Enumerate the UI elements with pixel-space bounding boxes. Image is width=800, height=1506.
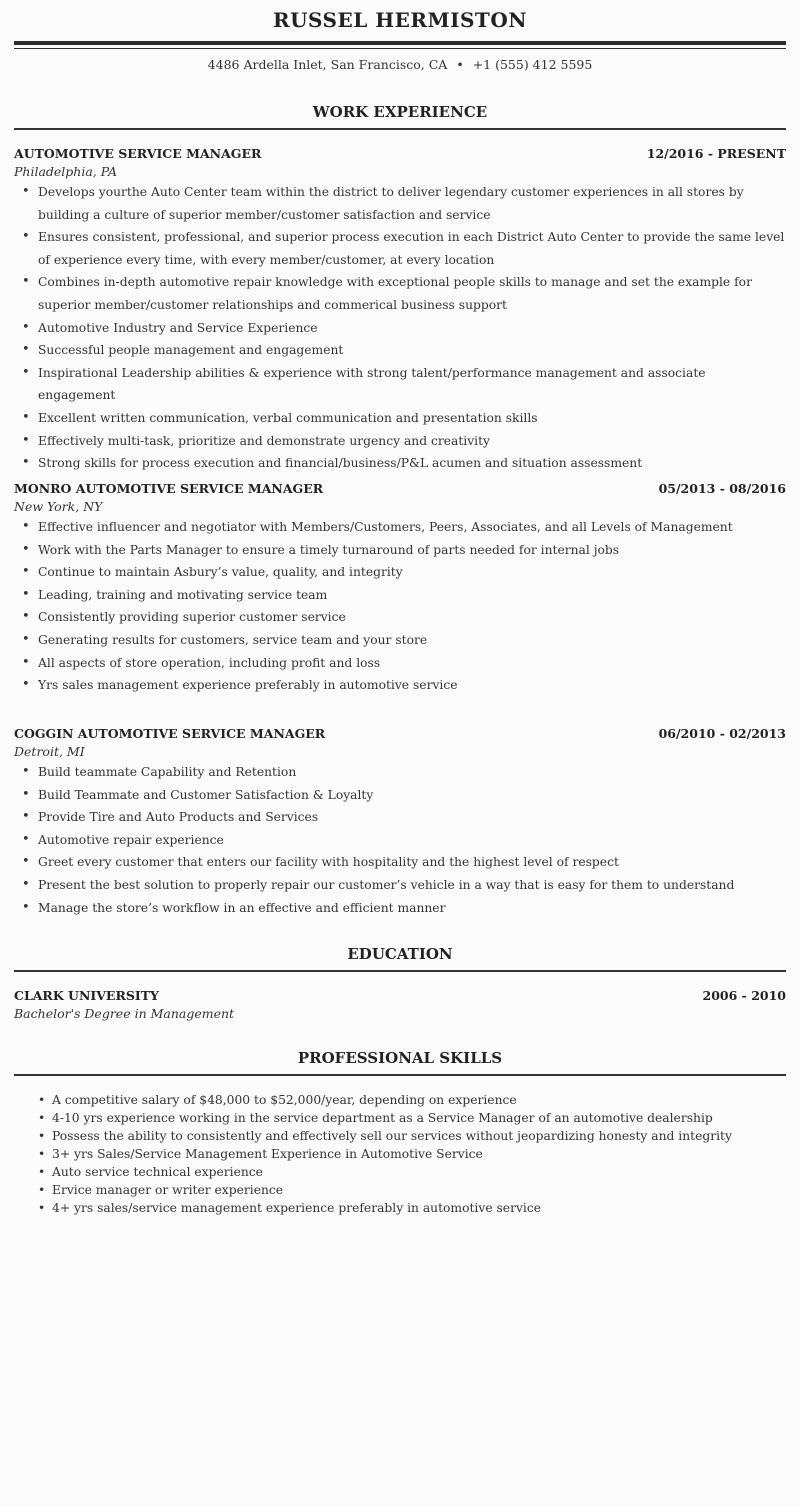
header-divider-thin xyxy=(14,48,786,49)
job-bullet: • Provide Tire and Auto Products and Services xyxy=(38,806,786,829)
skill-item: • 4+ yrs sales/service management experience preferably in automotive service xyxy=(52,1199,786,1217)
header-divider-thick xyxy=(14,41,786,45)
job-bullet: • Automotive Industry and Service Experience xyxy=(38,317,786,340)
job-title: MONRO AUTOMOTIVE SERVICE MANAGER xyxy=(14,481,324,496)
job-bullet: • Work with the Parts Manager to ensure a timely turnaround of parts needed for internal jobs xyxy=(38,539,786,562)
contact-address: 4486 Ardella Inlet, San Francisco, CA xyxy=(207,57,448,72)
job-dates: 06/2010 - 02/2013 xyxy=(658,726,786,741)
skill-item: • Auto service technical experience xyxy=(52,1163,786,1181)
job-entry-1 xyxy=(14,145,786,475)
skill-item: • Ervice manager or writer experience xyxy=(52,1181,786,1199)
job-dates: 12/2016 - PRESENT xyxy=(646,146,786,161)
job-bullet: • Excellent written communication, verbal communication and presentation skills xyxy=(38,407,786,430)
work-experience-heading: WORK EXPERIENCE xyxy=(312,103,488,121)
job-bullet: • Inspirational Leadership abilities & experience with strong talent/performance management and associate engagement xyxy=(38,362,786,407)
candidate-name: RUSSEL HERMISTON xyxy=(272,8,528,32)
job-bullet: • All aspects of store operation, including profit and loss xyxy=(38,652,786,675)
skill-item: • 3+ yrs Sales/Service Management Experience in Automotive Service xyxy=(52,1145,786,1163)
contact-separator: • xyxy=(456,57,464,72)
job-bullet: • Greet every customer that enters our facility with hospitality and the highest level of respect xyxy=(38,851,786,874)
job-bullet: • Continue to maintain Asbury’s value, quality, and integrity xyxy=(38,561,786,584)
school-name: CLARK UNIVERSITY xyxy=(14,988,159,1003)
job-bullet: • Consistently providing superior customer service xyxy=(38,606,786,629)
job-bullet: • Yrs sales management experience preferably in automotive service xyxy=(38,674,786,697)
skill-item: • A competitive salary of $48,000 to $52,000/year, depending on experience xyxy=(52,1091,786,1109)
job-entry-3 xyxy=(14,725,786,919)
education-heading: EDUCATION xyxy=(347,945,453,963)
contact-line xyxy=(0,57,800,72)
job-bullet: • Successful people management and engagement xyxy=(38,339,786,362)
job-location: New York, NY xyxy=(14,499,103,514)
contact-phone: +1 (555) 412 5595 xyxy=(472,57,593,72)
skill-item: • 4-10 yrs experience working in the service department as a Service Manager of an automotive dealership xyxy=(52,1109,786,1127)
job-bullets xyxy=(14,516,786,697)
job-bullet: • Effectively multi-task, prioritize and demonstrate urgency and creativity xyxy=(38,430,786,453)
job-bullet: • Manage the store’s workflow in an effective and efficient manner xyxy=(38,897,786,920)
job-bullet: • Generating results for customers, service team and your store xyxy=(38,629,786,652)
job-location: Detroit, MI xyxy=(14,744,85,759)
job-entry-2 xyxy=(14,480,786,697)
job-dates: 05/2013 - 08/2016 xyxy=(658,481,786,496)
job-bullets xyxy=(14,761,786,919)
education-divider xyxy=(14,970,786,972)
education-header xyxy=(14,987,786,1005)
job-bullet: • Effective influencer and negotiator with Members/Customers, Peers, Associates, and all Levels of Management xyxy=(38,516,786,539)
job-bullet: • Strong skills for process execution and financial/business/P&L acumen and situation assessment xyxy=(38,452,786,475)
job-bullet: • Ensures consistent, professional, and superior process execution in each District Auto Center to provide the same level of experience every time, with every member/customer, at every location xyxy=(38,226,786,271)
job-location: Philadelphia, PA xyxy=(14,164,118,179)
job-bullet: • Build Teammate and Customer Satisfaction & Loyalty xyxy=(38,784,786,807)
job-bullet: • Combines in-depth automotive repair knowledge with exceptional people skills to manage and set the example for superior member/customer relationships and commerical business support xyxy=(38,271,786,316)
skills-heading: PROFESSIONAL SKILLS xyxy=(297,1049,503,1067)
job-bullet: • Automotive repair experience xyxy=(38,829,786,852)
job-bullets xyxy=(14,181,786,475)
job-header xyxy=(14,725,786,743)
job-bullet: • Present the best solution to properly repair our customer’s vehicle in a way that is easy for them to understand xyxy=(38,874,786,897)
job-title: AUTOMOTIVE SERVICE MANAGER xyxy=(14,146,262,161)
skill-item: • Possess the ability to consistently and effectively sell our services without jeopardizing honesty and integrity xyxy=(52,1127,786,1145)
work-experience-divider xyxy=(14,128,786,130)
education-entry xyxy=(14,987,786,1023)
job-header xyxy=(14,145,786,163)
education-dates: 2006 - 2010 xyxy=(702,988,786,1003)
job-header xyxy=(14,480,786,498)
job-title: COGGIN AUTOMOTIVE SERVICE MANAGER xyxy=(14,726,326,741)
skills-divider xyxy=(14,1074,786,1076)
degree: Bachelor's Degree in Management xyxy=(14,1006,235,1021)
job-bullet: • Leading, training and motivating service team xyxy=(38,584,786,607)
job-bullet: • Build teammate Capability and Retention xyxy=(38,761,786,784)
job-bullet: • Develops yourthe Auto Center team within the district to deliver legendary customer experiences in all stores by building a culture of superior member/customer satisfaction and service xyxy=(38,181,786,226)
skills-list xyxy=(38,1091,786,1217)
